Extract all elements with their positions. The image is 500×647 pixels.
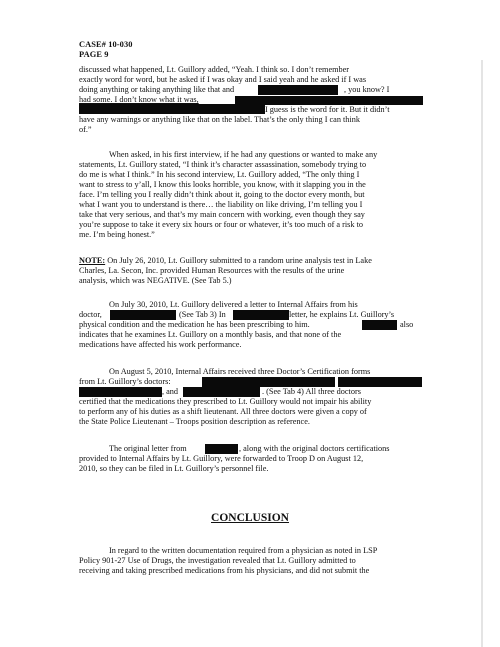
- body-line: you’re suppose to take it every six hours or four or whatever, it’s too much of a risk to: [79, 220, 364, 229]
- body-line: me. I’m being honest.”: [79, 230, 155, 239]
- body-line: from Lt. Guillory’s doctors:: [79, 377, 171, 386]
- body-line: face. I’m telling you I really didn’t think about it, going to the doctor every month, but: [79, 190, 365, 199]
- redaction-box: [79, 387, 162, 397]
- body-line: what I want you to understand is there… the liability on like driving, I’m telling you I: [79, 200, 363, 209]
- body-line: have any warnings or anything like that on the label. That’s the only thing I can think: [79, 115, 360, 124]
- redaction-box: [202, 377, 335, 387]
- body-line: take that very serious, and that’s my main concern with working, even though they say: [79, 210, 365, 219]
- body-line: the State Police Lieutenant – Troops position description as reference.: [79, 417, 310, 426]
- note-line: NOTE: On July 26, 2010, Lt. Guillory submitted to a random urine analysis test in Lake: [79, 256, 372, 265]
- body-line: On July 30, 2010, Lt. Guillory delivered a letter to Internal Affairs from his: [109, 300, 358, 309]
- body-line: exactly word for word, but he asked if I was okay and I said yeah and he asked if I was: [79, 75, 367, 84]
- redaction-box: [362, 320, 397, 330]
- body-line: want to stress to y’all, I know this looks horrible, you know, with it slapping you in the: [79, 180, 366, 189]
- body-line: Policy 901-27 Use of Drugs, the investigation revealed that Lt. Guillory admitted to: [79, 556, 356, 565]
- conclusion-heading: CONCLUSION: [211, 512, 289, 524]
- body-line: statements, Lt. Guillory stated, “I think it’s character assassination, somebody trying to: [79, 160, 367, 169]
- body-line: When asked, in his first interview, if he had any questions or wanted to make any: [109, 150, 378, 159]
- redaction-box: [205, 444, 238, 454]
- note-label: NOTE:: [79, 256, 106, 265]
- body-line: of.”: [79, 125, 92, 134]
- body-line: had some. I don’t know what it was,: [79, 95, 199, 104]
- body-line: doctor, (See Tab 3) In letter, he explains Lt. Guillory’s: [79, 310, 395, 319]
- body-line: to perform any of his duties as a shift lieutenant. All three doctors were given a copy of: [79, 407, 367, 416]
- redaction-box: [110, 310, 176, 320]
- body-line: doing anything or taking anything like that and , you know? I: [79, 85, 390, 94]
- body-line: provided to Internal Affairs by Lt. Guillory, were forwarded to Troop D on August 12,: [79, 454, 364, 463]
- scan-edge: [481, 60, 483, 647]
- redaction-box: [233, 310, 289, 320]
- redaction-box: [338, 377, 422, 387]
- body-line: do me is what I think.” In his second interview, Lt. Guillory added, “The only thing I: [79, 170, 360, 179]
- body-line: certified that the medications they prescribed to Lt. Guillory would not impair his ability: [79, 397, 372, 406]
- page-number: PAGE 9: [79, 50, 109, 59]
- document-page: CASE# 10-030 PAGE 9 discussed what happened, Lt. Guillory added, “Yeah. I think so. I don’t remember exactly word for word, but he asked if I was okay and I said yeah and he asked if I was doing anything or taking anything like that and , you know? I had some. I don’t know what it was, I guess is the word for it. But it didn’t have any warnings or anything like that on the label. That’s the only thing I can think of.” When asked, in his first interview, if he had any questions or wanted to make any statements, Lt. Guillory stated, “I think it’s character assassination, somebody trying to do me is what I think.” In his second interview, Lt. Guillory added, “The only thing I want to stress to y’all, I know this looks horrible, you know, with it slapping you in the face. I’m telling you I really didn’t think about it, going to the doctor every month, but what I want you to understand is there… the liability on like driving, I’m telling you I take that very serious, and that’s my main concern with working, even though they say you’re suppose to take it every six hours or four or whatever, it’s too much of a risk to me. I’m being honest.” NOTE: On July 26, 2010, Lt. Guillory submitted to a random urine analysis test in Lake Charles, La. Secon, Inc. provided Human Resources with the results of the urine analysis, which was NEGATIVE. (See Tab 5.) On July 30, 2010, Lt. Guillory delivered a letter to Internal Affairs from his doctor, (See Tab 3) In letter, he explains Lt. Guillory’s physical condition and the medication he has been prescribing to him. also indicates that he examines Lt. Guillory on a monthly basis, and that none of the medications have affected his work performance. On August 5, 2010, Internal Affairs received three Doctor’s Certification forms from Lt. Guillory’s doctors: , and . (See Tab 4) All three doctors certified that the medications they prescribed to Lt. Guillory would not impair his ability to perform any of his duties as a shift lieutenant. All three doctors were given a copy of the State Police Lieutenant – Troops position description as reference. The original letter from , along with the original doctors certifications provided to Internal Affairs by Lt. Guillory, were forwarded to Troop D on August 12, 2010, so they can be filed in Lt. Guillory’s personnel file. CONCLUSION In regard to the written documentation required from a physician as noted in LSP Policy 901-27 Use of Drugs, the investigation revealed that Lt. Guillory admitted to receiving and taking prescribed medications from his physicians, and did not submit the: [0, 0, 500, 647]
- body-line: On August 5, 2010, Internal Affairs received three Doctor’s Certification forms: [109, 367, 371, 376]
- redaction-box: [258, 85, 338, 95]
- note-line: Charles, La. Secon, Inc. provided Human Resources with the results of the urine: [79, 266, 345, 275]
- body-line: receiving and taking prescribed medications from his physicians, and did not submit the: [79, 566, 370, 575]
- body-line: medications have affected his work performance.: [79, 340, 242, 349]
- body-line: discussed what happened, Lt. Guillory added, “Yeah. I think so. I don’t remember: [79, 65, 350, 74]
- body-line: indicates that he examines Lt. Guillory on a monthly basis, and that none of the: [79, 330, 342, 339]
- body-line: 2010, so they can be filed in Lt. Guillory’s personnel file.: [79, 464, 269, 473]
- body-line: The original letter from , along with the original doctors certifications: [109, 444, 390, 453]
- case-number: CASE# 10-030: [79, 40, 133, 49]
- redaction-box: [79, 104, 265, 114]
- body-line: physical condition and the medication he has been prescribing to him. also: [79, 320, 414, 329]
- redaction-box: [183, 387, 260, 397]
- note-line: analysis, which was NEGATIVE. (See Tab 5.): [79, 276, 232, 285]
- body-line: In regard to the written documentation required from a physician as noted in LSP: [109, 546, 378, 555]
